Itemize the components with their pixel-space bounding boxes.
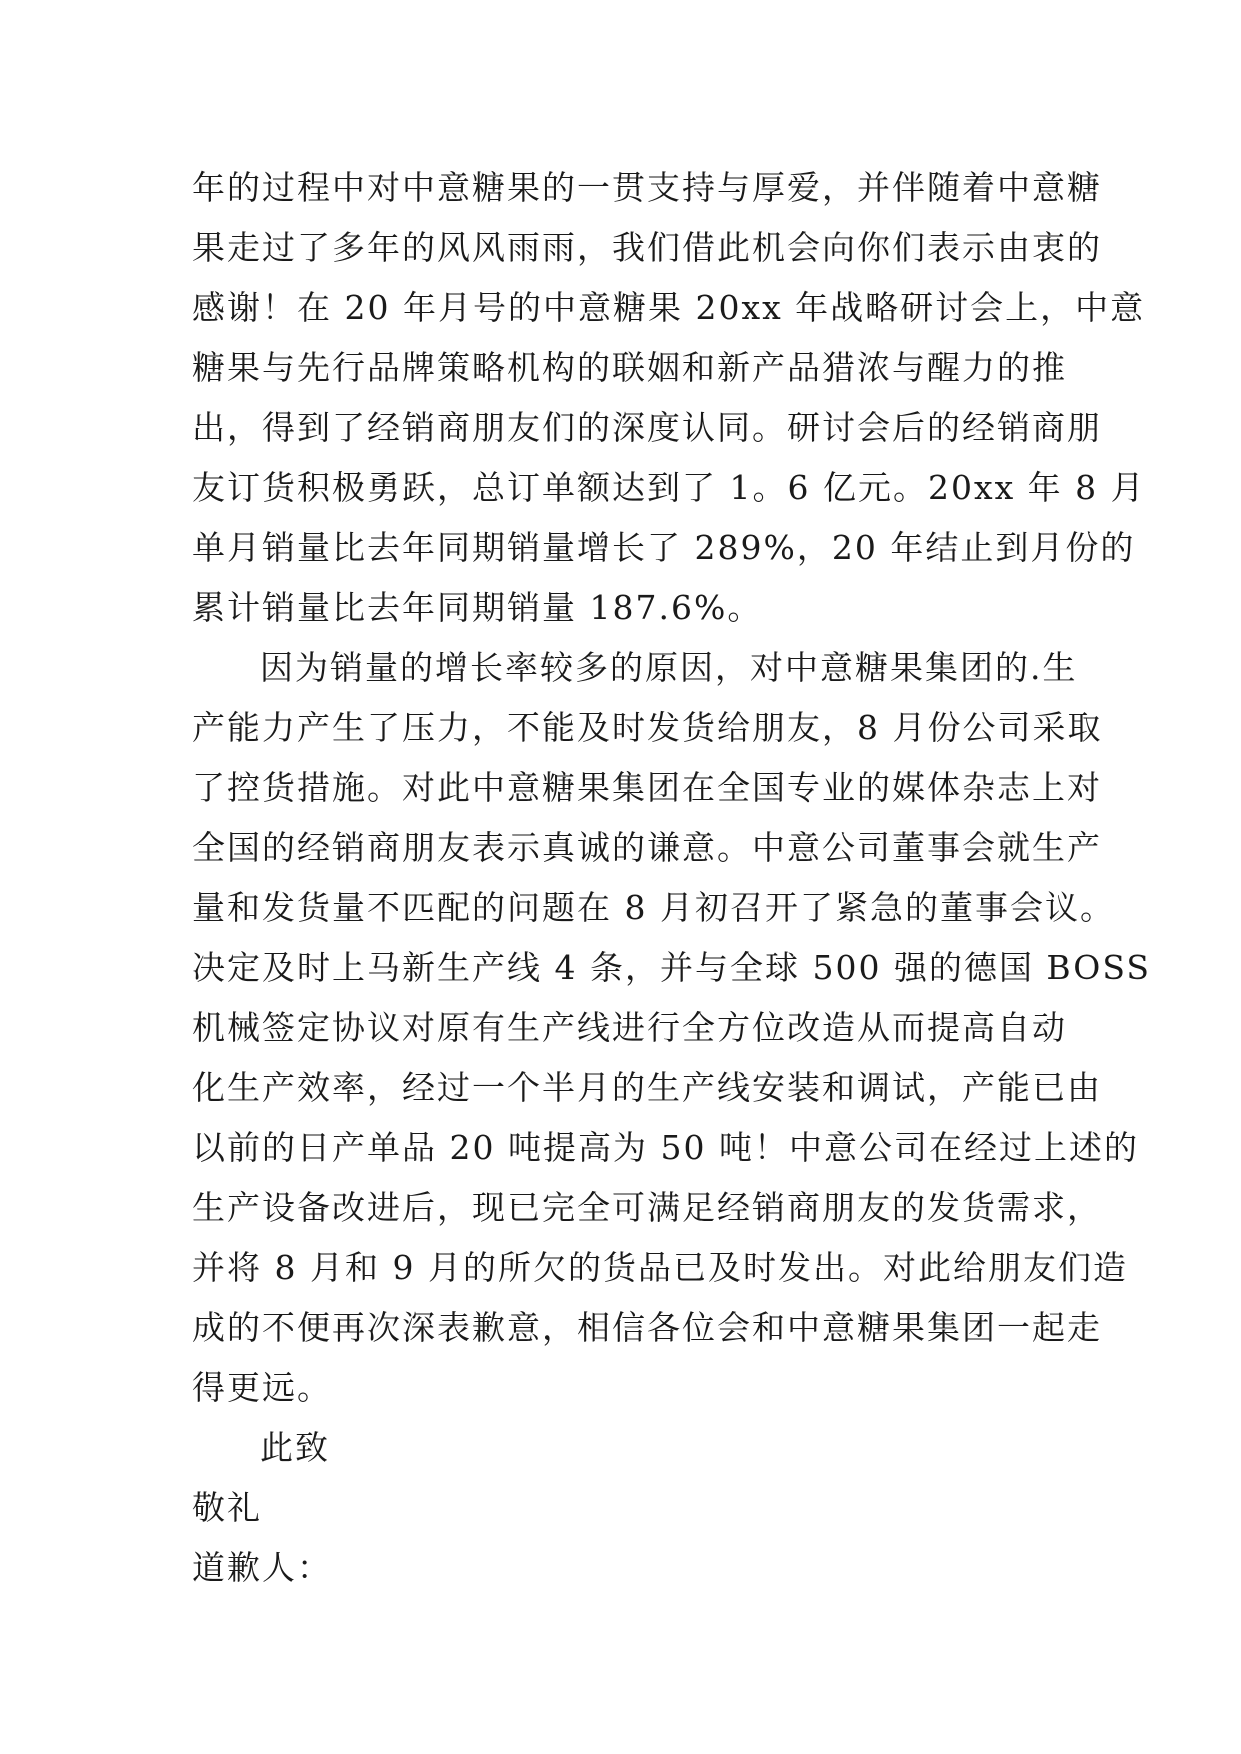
paragraph-1 (192, 158, 1146, 638)
text-line: 年的过程中对中意糖果的一贯支持与厚爱，并伴随着中意糖 (192, 168, 1102, 207)
text-line: 化生产效率，经过一个半月的生产线安装和调试，产能已由 (192, 1068, 1102, 1107)
text-line: 果走过了多年的风风雨雨，我们借此机会向你们表示由衷的 (192, 228, 1102, 267)
salutation: 敬礼 (192, 1488, 262, 1527)
letter-body (192, 158, 1151, 1598)
text-line: 量和发货量不匹配的问题在 8 月初召开了紧急的董事会议。 (192, 888, 1115, 927)
closing-phrase: 此致 (260, 1428, 330, 1467)
text-line: 单月销量比去年同期销量增长了 289%，20 年结止到月份的 (192, 528, 1136, 567)
text-line: 出，得到了经销商朋友们的深度认同。研讨会后的经销商朋 (192, 408, 1102, 447)
signature-label: 道歉人： (192, 1548, 332, 1587)
text-line: 成的不便再次深表歉意，相信各位会和中意糖果集团一起走 (192, 1308, 1102, 1347)
paragraph-2 (192, 638, 1151, 1418)
text-line: 决定及时上马新生产线 4 条，并与全球 500 强的德国 BOSS (192, 948, 1151, 987)
text-line: 机械签定协议对原有生产线进行全方位改造从而提高自动 (192, 1008, 1067, 1047)
text-line: 并将 8 月和 9 月的所欠的货品已及时发出。对此给朋友们造 (192, 1248, 1128, 1287)
text-line: 了控货措施。对此中意糖果集团在全国专业的媒体杂志上对 (192, 768, 1102, 807)
text-line: 得更远。 (192, 1368, 332, 1407)
text-line: 因为销量的增长率较多的原因，对中意糖果集团的.生 (260, 648, 1078, 687)
text-line: 累计销量比去年同期销量 187.6%。 (192, 588, 763, 627)
text-line: 糖果与先行品牌策略机构的联姻和新产品猎浓与醒力的推 (192, 348, 1067, 387)
text-line: 感谢！在 20 年月号的中意糖果 20xx 年战略研讨会上，中意 (192, 288, 1146, 327)
text-line: 全国的经销商朋友表示真诚的谦意。中意公司董事会就生产 (192, 828, 1102, 867)
text-line: 生产设备改进后，现已完全可满足经销商朋友的发货需求， (192, 1188, 1102, 1227)
text-line: 以前的日产单品 20 吨提高为 50 吨！中意公司在经过上述的 (192, 1128, 1139, 1167)
text-line: 友订货积极勇跃，总订单额达到了 1。6 亿元。20xx 年 8 月 (192, 468, 1146, 507)
text-line: 产能力产生了压力，不能及时发货给朋友，8 月份公司采取 (192, 708, 1103, 747)
